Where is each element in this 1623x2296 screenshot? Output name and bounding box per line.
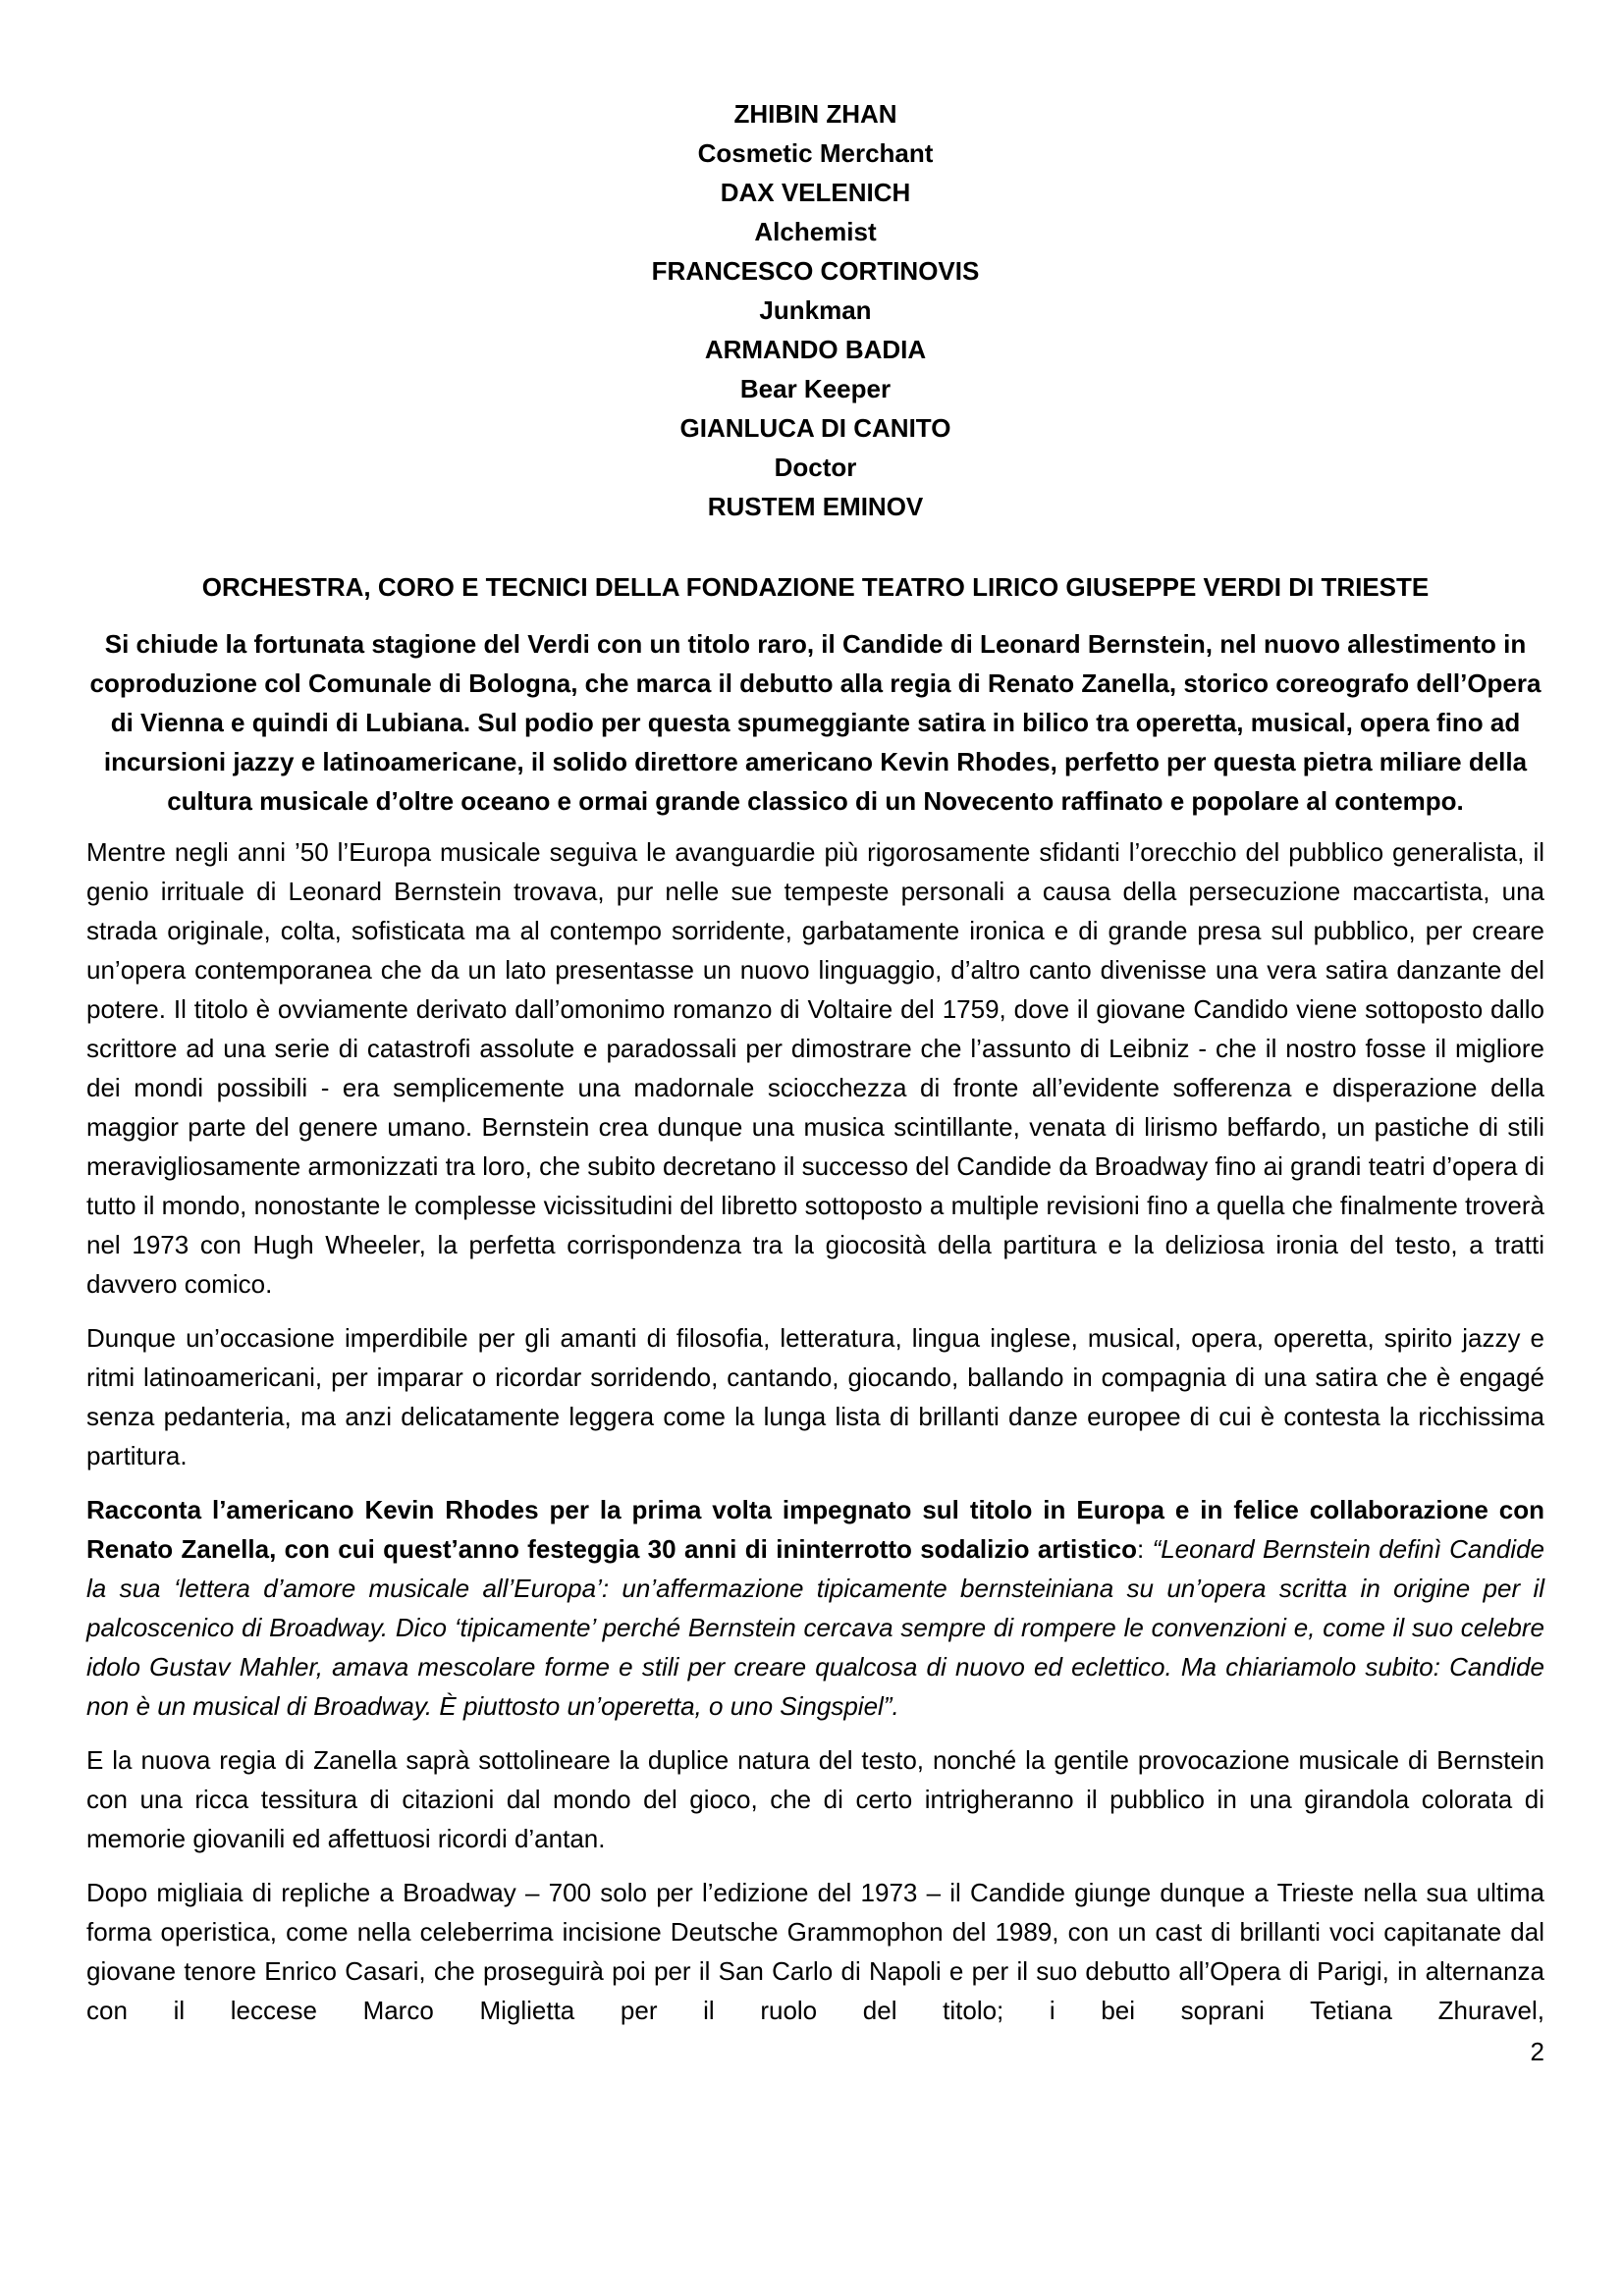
paragraph-rhodes-quote [86, 1490, 1544, 1726]
cast-member-role: Cosmetic Merchant [697, 138, 934, 168]
paragraph-regia-zanella: E la nuova regia di Zanella saprà sottolineare la duplice natura del testo, nonché la gentile provocazione musicale di Bernstein con una ricca tessitura di citazioni dal mondo del gioco, che di certo intrigheranno il pubblico in una girandola colorata di memorie giovanili ed affettuosi ricordi d’antan. [86, 1745, 1544, 1853]
paragraph-cast-info: Dopo migliaia di repliche a Broadway – 700 solo per l’edizione del 1973 – il Candide giunge dunque a Trieste nella sua ultima forma operistica, come nella celeberrima incisione Deutsche Grammophon del 1989, con un cast di brillanti voci capitanate dal giovane tenore Enrico Casari, che proseguirà poi per il San Carlo di Napoli e per il suo debutto all’Opera di Parigi, in alternanza con il leccese Marco Miglietta per il ruolo del titolo; i bei soprani Tetiana Zhuravel, [86, 1878, 1544, 2025]
quote-separator: : [1136, 1534, 1153, 1564]
lead-paragraph: Si chiude la fortunata stagione del Verdi con un titolo raro, il Candide di Leonard Bernstein, nel nuovo allestimento in coproduzione col Comunale di Bologna, che marca il debutto alla regia di Renato Zanella, storico coreografo dell’Opera di Vienna e quindi di Lubiana. Sul podio per questa spumeggiante satira in bilico tra operetta, musical, opera fino ad incursioni jazzy e latinoamericane, il solido direttore americano Kevin Rhodes, perfetto per questa pietra miliare della cultura musicale d’oltre oceano e ormai grande classico di un Novecento raffinato e popolare al contempo. [89, 629, 1542, 816]
paragraph-occasione: Dunque un’occasione imperdibile per gli amanti di filosofia, letteratura, lingua inglese, musical, opera, operetta, spirito jazzy e ritmi latinoamericani, per imparar o ricordar sorridendo, cantando, giocando, ballando in compagnia di una satira che è engagé senza pedanteria, ma anzi delicatamente leggera come la lunga lista di brillanti danze europee di cui è contesta la ricchissima partitura. [86, 1323, 1544, 1470]
cast-member-role: Bear Keeper [739, 374, 892, 403]
cast-member-role: Alchemist [754, 217, 877, 246]
quote-italic-text: “Leonard Bernstein definì Candide la sua ‘lettera d’amore musicale all’Europa’: un’affermazione tipicamente bernsteiniana su un’opera scritta in origine per il palcoscenico di Broadway. Dico ‘tipicamente’ perché Bernstein cercava sempre di rompere le convenzioni e, come il suo celebre idolo Gustav Mahler, amava mescolare forme e stili per creare qualcosa di nuovo ed eclettico. Ma chiariamolo subito: Candide non è un musical di Broadway. È piuttosto un’operetta, o uno Singspiel”. [86, 1534, 1545, 1721]
cast-member-name: FRANCESCO CORTINOVIS [651, 256, 980, 286]
ensemble-credit-line: ORCHESTRA, CORO E TECNICI DELLA FONDAZIONE TEATRO LIRICO GIUSEPPE VERDI DI TRIESTE [201, 572, 1430, 602]
cast-member-role: Doctor [774, 453, 857, 482]
cast-member-name: ARMANDO BADIA [704, 335, 927, 364]
paragraph-bernstein-history: Mentre negli anni ’50 l’Europa musicale seguiva le avanguardie più rigorosamente sfidanti l’orecchio del pubblico generalista, il genio irrituale di Leonard Bernstein trovava, pur nelle sue tempeste personali a causa della persecuzione maccartista, una strada originale, colta, sofisticata ma al contempo sorridente, garbatamente ironica e di grande presa sul pubblico, per creare un’opera contemporanea che da un lato presentasse un nuovo linguaggio, d’altro canto divenisse una vera satira danzante del potere. Il titolo è ovviamente derivato dall’omonimo romanzo di Voltaire del 1759, dove il giovane Candido viene sottoposto dallo scrittore ad una serie di catastrofi assolute e paradossali per dimostrare che l’assunto di Leibniz - che il nostro fosse il migliore dei mondi possibili - era semplicemente una madornale sciocchezza di fronte all’evidente sofferenza e disperazione della maggior parte del genere umano. Bernstein crea dunque una musica scintillante, venata di lirismo beffardo, un pastiche di stili meravigliosamente armonizzati tra loro, che subito decretano il successo del Candide da Broadway fino ai grandi teatri d’opera di tutto il mondo, nonostante le complesse vicissitudini del libretto sottoposto a multiple revisioni fino a quella che finalmente troverà nel 1973 con Hugh Wheeler, la perfetta corrispondenza tra la giocosità della partitura e la deliziosa ironia del testo, a tratti davvero comico. [86, 837, 1544, 1299]
cast-member-name: DAX VELENICH [720, 178, 911, 207]
quote-intro-bold: Racconta l’americano Kevin Rhodes per la prima volta impegnato sul titolo in Europa e in felice collaborazione con Renato Zanella, con cui quest’anno festeggia 30 anni di ininterrotto sodalizio artistico [86, 1495, 1544, 1564]
cast-list [86, 94, 1544, 526]
cast-member-name: RUSTEM EMINOV [707, 492, 924, 521]
page-number: 2 [1530, 2037, 1544, 2066]
cast-member-role: Junkman [759, 295, 872, 325]
cast-member-name: GIANLUCA DI CANITO [679, 413, 951, 443]
cast-member-name: ZHIBIN ZHAN [733, 99, 897, 129]
